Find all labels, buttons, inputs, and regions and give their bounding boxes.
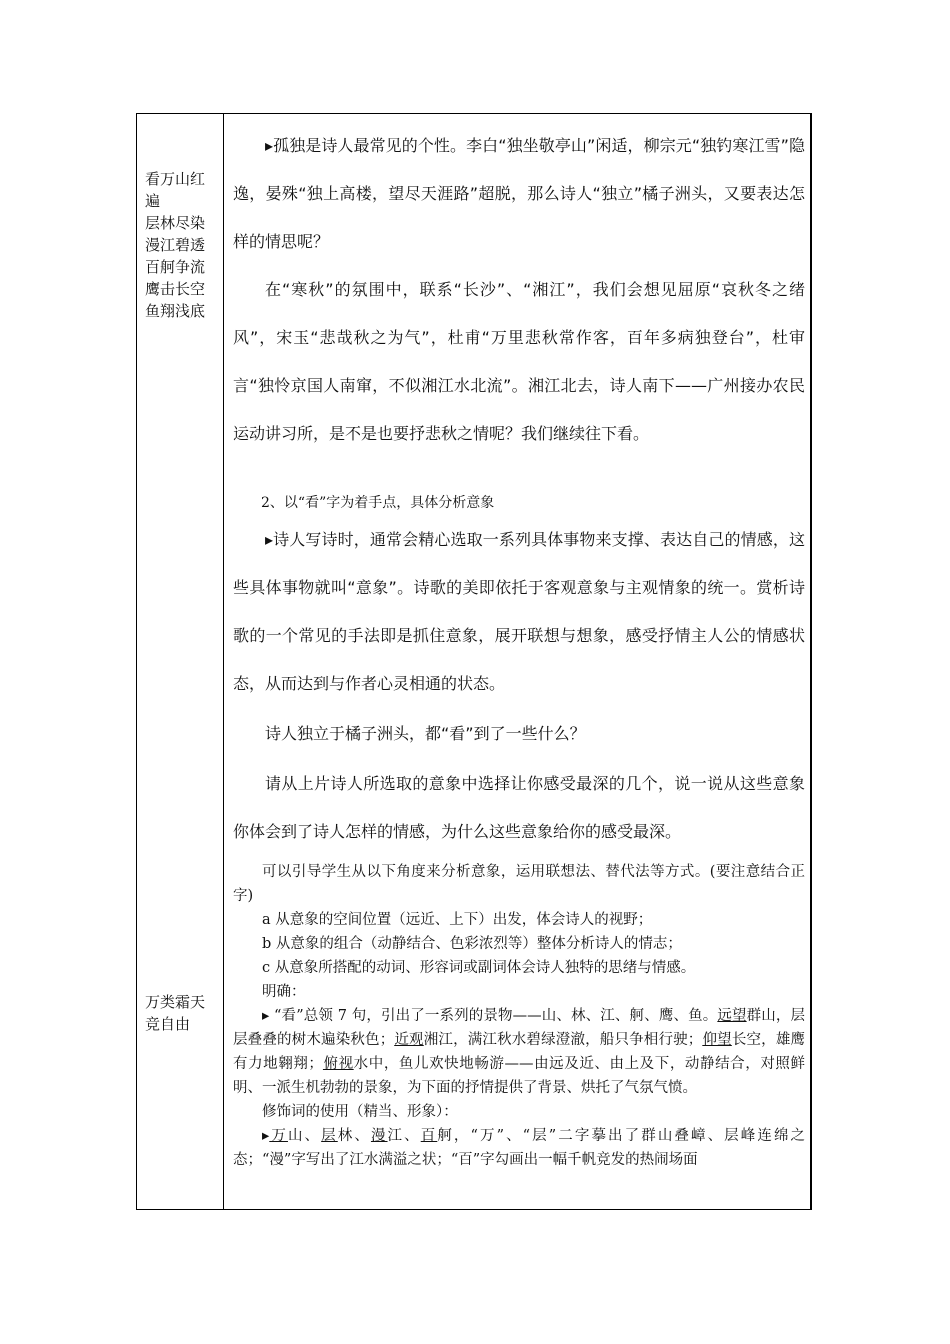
clarify-label: 明确： bbox=[262, 984, 306, 1000]
paragraph-solitude: ▸孤独是诗人最常见的个性。李白“独坐敬亭山”闲适，柳宗元“独钓寒江雪”隐逸，晏殊“独上高楼，望尽天涯路”超脱，那么诗人“独立”橘子洲头，又要表达怎样的情思呢？ bbox=[233, 136, 805, 251]
poem-line: 遍 bbox=[145, 192, 161, 210]
item-b: b 从意象的组合（动静结合、色彩浓烈等）整体分析诗人的情志； bbox=[262, 936, 682, 952]
poem-line: 万类霜天 bbox=[145, 993, 206, 1011]
section-heading: 2、以“看”字为着手点，具体分析意象 bbox=[261, 495, 495, 511]
poem-line: 层林尽染 bbox=[145, 214, 206, 232]
column-divider bbox=[223, 114, 224, 1209]
item-a: a 从意象的空间位置（远近、上下）出发，体会诗人的视野； bbox=[262, 912, 653, 928]
modifier-heading: 修饰词的使用（精当、形象）： bbox=[262, 1104, 458, 1120]
lesson-table bbox=[136, 113, 812, 1210]
modifier-analysis: ▸万山、层林、漫江、百舸，“万”、“层”二字摹出了群山叠嶂、层峰连绵之态；“漫”字写出了江水满溢之状；“百”字勾画出一幅千帆竞发的热闹场面 bbox=[233, 1128, 806, 1168]
poem-line: 看万山红 bbox=[145, 170, 206, 188]
poem-lines-top bbox=[145, 168, 219, 322]
poem-line: 百舸争流 bbox=[145, 258, 206, 276]
guide-text: 可以引导学生从以下角度来分析意象，运用联想法、替代法等方式。(要注意结合正字) bbox=[233, 864, 805, 904]
paragraph-question: 诗人独立于橘子洲头，都“看”到了一些什么？ bbox=[265, 724, 586, 743]
paragraph-autumn: 在“寒秋”的氛围中，联系“长沙”、“湘江”，我们会想见屈原“哀秋冬之绪风”，宋玉“悲哉秋之为气”，杜甫“万里悲秋常作客，百年多病独登台”，杜审言“独怜京国人南窜，不似湘江水北流”。湘江北去，诗人南下——广州接办农民运动讲习所，是不是也要抒悲秋之情呢？我们继续往下看。 bbox=[233, 280, 805, 443]
poem-line: 漫江碧透 bbox=[145, 236, 206, 254]
paragraph-task: 请从上片诗人所选取的意象中选择让你感受最深的几个，说一说从这些意象你体会到了诗人怎样的情感，为什么这些意象给你的感受最深。 bbox=[233, 774, 805, 841]
analysis-notes bbox=[233, 860, 805, 1172]
paragraph-imagery: ▸诗人写诗时，通常会精心选取一系列具体事物来支撑、表达自己的情感，这些具体事物就叫“意象”。诗歌的美即依托于客观意象与主观情象的统一。赏析诗歌的一个常见的手法即是抓住意象，展开联想与想象，感受抒情主人公的情感状态，从而达到与作者心灵相通的状态。 bbox=[233, 530, 805, 693]
poem-line: 鹰击长空 bbox=[145, 280, 206, 298]
kan-analysis: ▸ “看”总领 7 句，引出了一系列的景物——山、林、江、舸、鹰、鱼。远望群山，层层叠叠的树木遍染秋色；近观湘江，满江秋水碧绿澄澈，船只争相行驶；仰望长空，雄鹰有力地翱翔；俯视水中，鱼儿欢快地畅游——由远及近、由上及下，动静结合，对照鲜明、一派生机勃勃的景象，为下面的抒情提供了背景、烘托了气氛气愤。 bbox=[233, 1008, 806, 1096]
poem-lines-bottom bbox=[145, 991, 219, 1035]
item-c: c 从意象所搭配的动词、形容词或副词体会诗人独特的思绪与情感。 bbox=[262, 960, 696, 976]
poem-line: 竞自由 bbox=[145, 1015, 191, 1033]
poem-line: 鱼翔浅底 bbox=[145, 302, 206, 320]
